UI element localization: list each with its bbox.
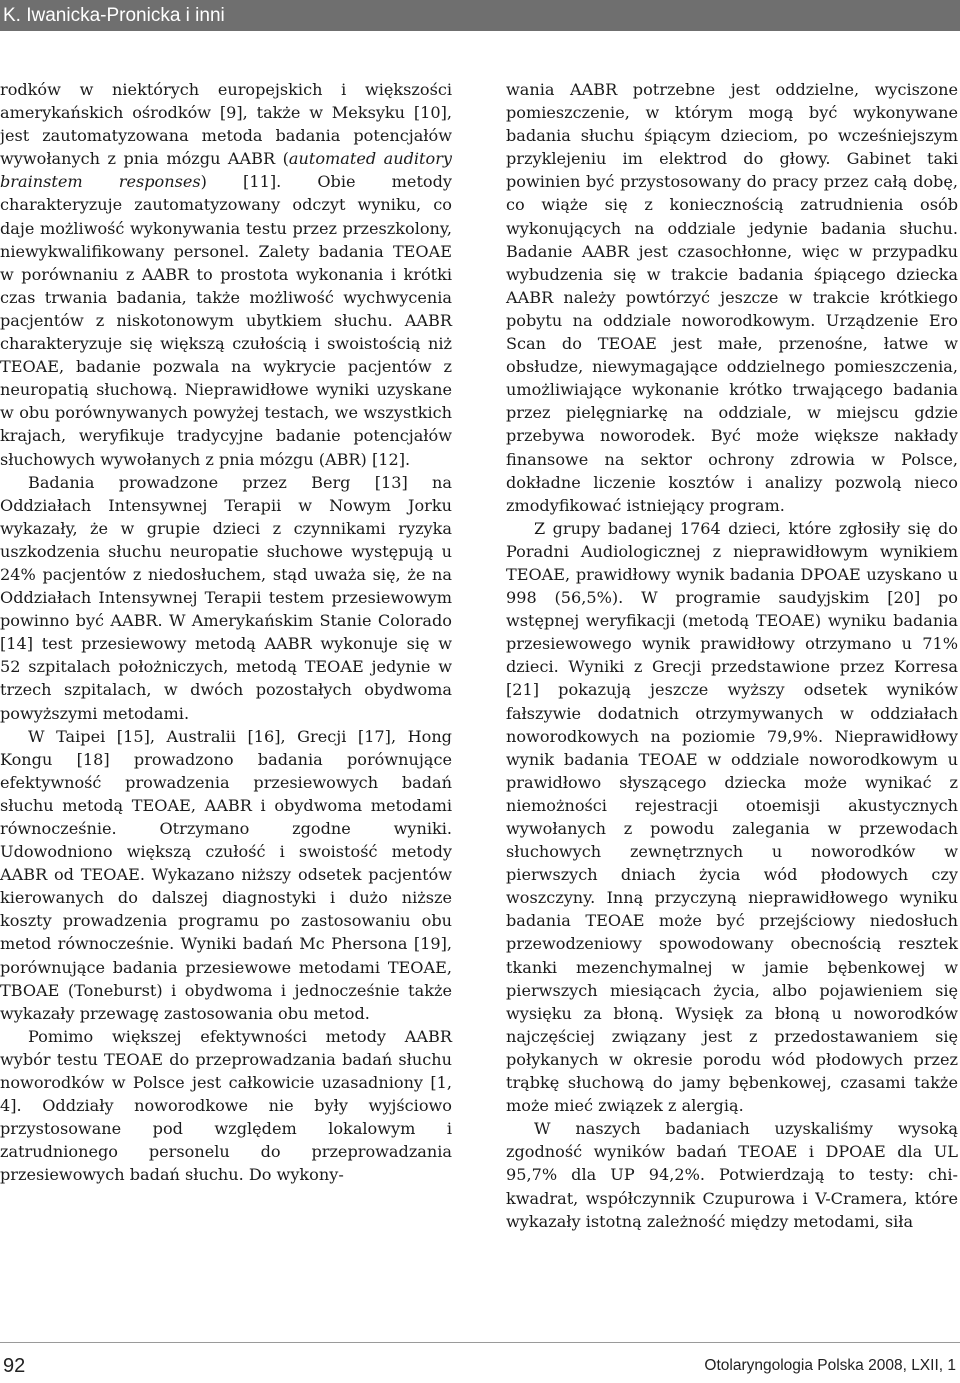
italic-term: automated auditory brainstem responses [0,149,452,192]
paragraph: rodków w niektórych europejskich i większości amerykańskich ośrodków [9], także w Meksyku [10], jest zautomatyzowana metoda badania potencjałów wywołanych z pnia mózgu AABR (automated auditory brainstem responses) [11]. Obie metody charakteryzuje zautomatyzowany odczyt wyniku, co daje możliwość wykonywania testu przez przeszkolony, niewykwalifikowany personel. Zalety badania TEOAE w porównaniu z AABR to prostota wykonania i krótki czas trwania badania, także możliwość wychwycenia pacjentów z niskotonowym ubytkiem słuchu. AABR charakteryzuje się większą czułością i swoistością niż TEOAE, badanie pozwala na wykrycie pacjentów z neuropatią słuchową. Nieprawidłowe wyniki uzyskane w obu porównywanych powyżej testach, we wszystkich krajach, weryfikuje tradycyjne badanie potencjałów słuchowych wywołanych z pnia mózgu (ABR) [12]. [0,80,452,469]
paragraph: wania AABR potrzebne jest oddzielne, wyciszone pomieszczenie, w którym mogą być wykonywane badania słuchu śpiącym dzieciom, po wcześniejszym przyklejeniu im elektrod do głowy. Gabinet taki powinien być przystosowany do pracy przez całą dobę, co wiąże się z koniecznością zatrudnienia osób wykonujących na oddziale jedynie badania słuchu. Badanie AABR jest czasochłonne, więc w przypadku wybudzenia się w trakcie badania śpiącego dziecka AABR należy powtórzyć jeszcze w trakcie krótkiego pobytu na oddziale noworodkowym. Urządzenie Ero Scan do TEOAE jest małe, przenośne, łatwe w obsłudze, niewymagające oddzielnego pomieszczenia, umożliwiające wykonanie krótko trwającego badania przez pielęgniarkę na oddziale, w miejscu gdzie przebywa noworodek. Być może większe nakłady finansowe na sektor ochrony zdrowia w Polsce, dokładne liczenie kosztów i analizy pozwolą nieco zmodyfikować istniejący program. [506,80,958,515]
footer-divider [0,1342,960,1343]
running-header [0,0,960,31]
paragraph: W naszych badaniach uzyskaliśmy wysoką zgodność wyników badań TEOAE i DPOAE dla UL 95,7% dla UP 94,2%. Potwierdzają to testy: chi-kwadrat, współczynnik Czupurowa i V-Cramera, które wykazały istotną zależność między metodami, siła [506,1119,958,1231]
paragraph: W Taipei [15], Australii [16], Grecji [17], Hong Kongu [18] prowadzono badania porównujące efektywność prowadzenia przesiewowych badań słuchu metodą TEOAE, AABR i obydwoma metodami równocześnie. Otrzymano zgodne wyniki. Udowodniono większą czułość i swoistość metody AABR od TEOAE. Wykazano niższy odsetek pacjentów kierowanych do dalszej diagnostyki i dużo niższe koszty prowadzenia programu po zastosowaniu obu metod równocześnie. Wyniki badań Mc Phersona [19], porównujące badania przesiewowe metodami TEOAE, TBOAE (Toneburst) i obydwoma i jednocześnie także wykazały przewagę zastosowania obu metod. [0,726,452,1023]
page-number: 92 [3,1355,26,1377]
paragraph: Pomimo większej efektywności metody AABR wybór testu TEOAE do przeprowadzania badań słuchu noworodków w Polsce jest całkowicie uzasadniony [1, 4]. Oddziały noworodkowe nie były wyjściowo przystosowane pod względem lokalowym i zatrudnionego personelu do przeprowadzania przesiewowych badań słuchu. Do wykony- [0,1026,452,1185]
left-column [0,78,452,1187]
right-column [506,78,958,1233]
paragraph: Z grupy badanej 1764 dzieci, które zgłosiły się do Poradni Audiologicznej z nieprawidłowym wynikiem TEOAE, prawidłowy wynik badania DPOAE uzyskano u 998 (56,5%). W programie saudyjskim [20] po wstępnej weryfikacji (metodą TEOAE) wyniku badania przesiewowego wynik prawidłowy otrzymano u 71% dzieci. Wyniki z Grecji przedstawione przez Korresa [21] pokazują jeszcze wyższy odsetek wyników fałszywie dodatnich otrzymywanych w oddziałach noworodkowych na poziomie 79,9%. Nieprawidłowy wynik badania TEOAE w oddziale noworodkowym u prawidłowo słyszącego dziecka może wynikać z niemożności rejestracji otoemisji akustycznych wywołanych z powodu zalegania w przewodach słuchowych zewnętrznych u noworodków w pierwszych dniach życia wód płodowych czy woszczyny. Inną przyczyną nieprawidłowego wyniku badania TEOAE może być przejściowy niedosłuch przewodzeniowy spowodowany obecnością resztek tkanki mezenchymalnej w jamie bębenkowej w pierwszych miesiącach życia, albo pojawieniem się wysięku za błoną. Wysięk za błoną u noworodków najczęściej związany jest z przedostawaniem się połykanych w okresie porodu wód płodowych przez trąbkę słuchową do jamy bębenkowej, czasami także może mieć związek z alergią. [506,518,958,1116]
running-title: K. Iwanicka-Pronicka i inni [3,5,225,26]
journal-citation: Otolaryngologia Polska 2008, LXII, 1 [704,1357,956,1374]
paragraph: Badania prowadzone przez Berg [13] na Oddziałach Intensywnej Terapii w Nowym Jorku wykazały, że w grupie dzieci z czynnikami ryzyka uszkodzenia słuchu neuropatie słuchowe występują u 24% pacjentów z niedosłuchem, stąd uważa się, że na Oddziałach Intensywnej Terapii testem przesiewowym powinno być AABR. W Amerykańskim Stanie Colorado [14] test przesiewowy metodą AABR wykonuje się w 52 szpitalach położniczych, metodą TEOAE jedynie w trzech szpitalach, w dwóch pozostałych obydwoma powyższymi metodami. [0,472,452,723]
